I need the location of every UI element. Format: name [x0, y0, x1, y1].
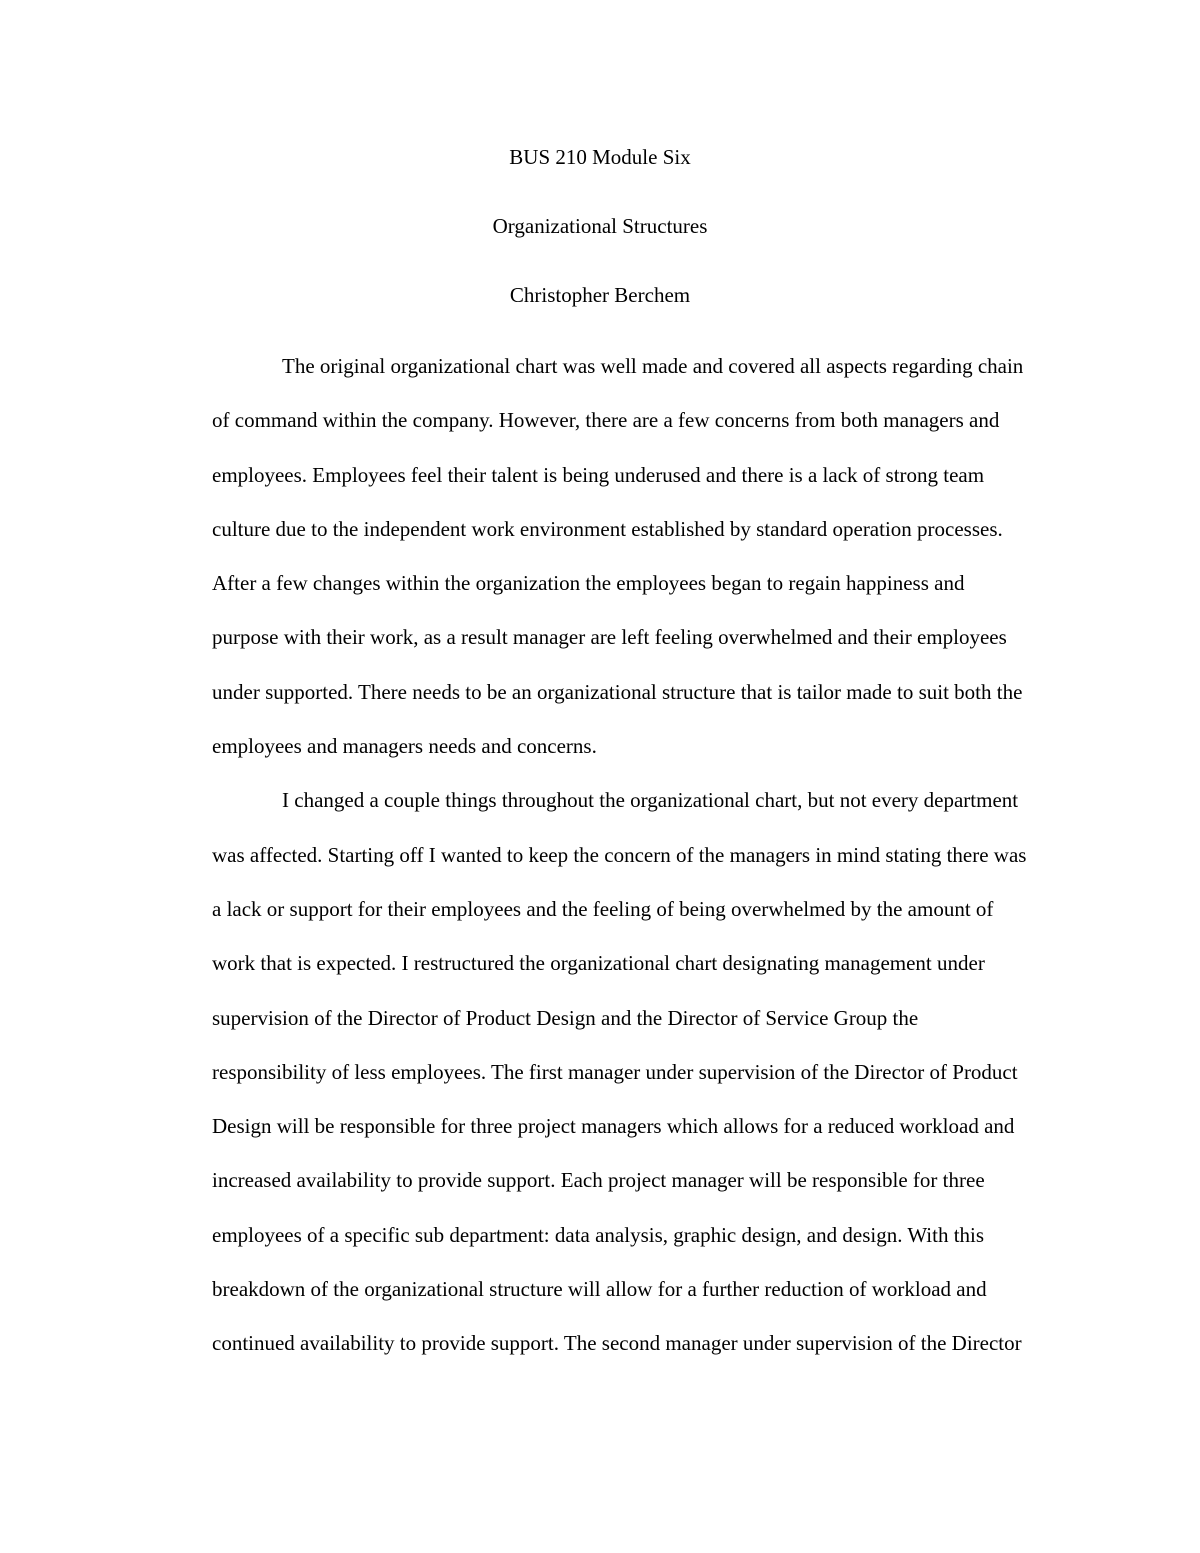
- document-subtitle: Organizational Structures: [492, 214, 708, 238]
- paragraph-2: [142, 773, 1060, 1370]
- paragraph-line: purpose with their work, as a result manager are left feeling overwhelmed and their employees: [212, 625, 1007, 650]
- paragraph-line: The original organizational chart was well made and covered all aspects regarding chain: [282, 354, 1024, 378]
- paragraph-1: [142, 339, 1060, 773]
- title-block: [0, 140, 1200, 347]
- paragraph-line: culture due to the independent work environment established by standard operation processes.: [212, 516, 1003, 541]
- paragraph-line: continued availability to provide support. The second manager under supervision of the Director: [212, 1331, 1022, 1356]
- paragraph-line: employees of a specific sub department: data analysis, graphic design, and design. With this: [212, 1222, 985, 1247]
- paragraph-line: employees and managers needs and concerns.: [212, 734, 597, 759]
- paragraph-line: responsibility of less employees. The first manager under supervision of the Director of Product: [212, 1059, 1018, 1084]
- paragraph-line: supervision of the Director of Product Design and the Director of Service Group the: [212, 1005, 919, 1030]
- document-title: BUS 210 Module Six: [509, 145, 691, 169]
- paragraph-line: under supported. There needs to be an organizational structure that is tailor made to suit both the: [212, 679, 1023, 704]
- body-text: [142, 339, 1060, 1371]
- paragraph-line: breakdown of the organizational structure will allow for a further reduction of workload and: [212, 1277, 987, 1302]
- document-author: Christopher Berchem: [509, 283, 691, 307]
- paragraph-line: a lack or support for their employees and the feeling of being overwhelmed by the amount of: [212, 896, 994, 921]
- paragraph-line: of command within the company. However, there are a few concerns from both managers and: [212, 408, 1000, 433]
- paragraph-line: After a few changes within the organization the employees began to regain happiness and: [212, 571, 965, 596]
- paragraph-line: work that is expected. I restructured the organizational chart designating management under: [212, 951, 985, 976]
- paragraph-line: Design will be responsible for three project managers which allows for a reduced workload and: [212, 1114, 1015, 1139]
- paragraph-line: increased availability to provide support. Each project manager will be responsible for three: [212, 1168, 985, 1193]
- paragraph-line: employees. Employees feel their talent is being underused and there is a lack of strong team: [212, 462, 985, 487]
- paragraph-line: I changed a couple things throughout the organizational chart, but not every department: [282, 788, 1019, 813]
- paragraph-line: was affected. Starting off I wanted to keep the concern of the managers in mind stating there was: [212, 842, 1027, 867]
